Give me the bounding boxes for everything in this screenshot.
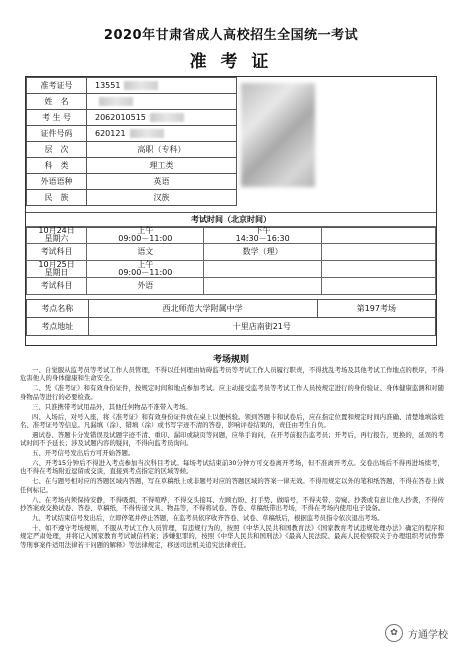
am-subject: 语文: [87, 244, 204, 261]
info-label: 外语语种: [27, 174, 87, 190]
am-slot: [87, 227, 204, 244]
empty-cell: [321, 244, 435, 261]
rule-item: 八、在考场内须保持安静，不得吸烟，不得喧哗，不得交头接耳、左顾右盼、打手势、做暗号，不得夹带、旁窥、抄袭或有意让他人抄袭，不得传抄答案或交换试卷、答卷、草稿纸，不得传递文具、物品等，不得将试卷、答卷、草稿纸带出考场，不得在考场内使用电子设备。: [20, 495, 444, 513]
venue-address: 十里店南街21号: [88, 318, 435, 336]
redaction-mark: [130, 129, 164, 138]
schedule-title: 考试时间（北京时间）: [26, 212, 436, 228]
info-row: [27, 190, 237, 206]
am-slot: [87, 261, 204, 278]
subject-category: 理工类: [87, 158, 237, 174]
am-subject: 外语: [87, 278, 204, 295]
document-subtitle: 准 考 证: [189, 52, 273, 72]
ticket-number: 13551: [95, 81, 121, 90]
brand-watermark: [385, 624, 448, 642]
rule-item: 十、如不遵守考场规则，不服从考试工作人员管理，有违规行为的，按照《中华人民共和国教育法》《国家教育考试违规处理办法》确定的程序和规定严肃处理，并将记入国家教育考试诚信档案；涉嫌犯罪的，按照《中华人民共和国刑法》《最高人民法院、最高人民检察院关于办理组织考试作弊等刑事案件适用法律若干问题的解释》等法律规定，移送司法机关追究法律责任。: [20, 523, 444, 549]
info-value: [87, 110, 237, 126]
rules-body: [20, 366, 444, 551]
info-table: [26, 77, 237, 206]
pm-time: 14:30－16:30: [235, 234, 290, 243]
pm-subject: [204, 278, 321, 295]
info-row: [27, 94, 237, 110]
education-level: 高职（专科）: [87, 142, 237, 158]
wechat-icon: ✿: [385, 624, 403, 642]
venue-label: 考点名称: [27, 300, 89, 318]
pm-slot: [204, 261, 321, 278]
rule-item: 九、考试结束信号发出后，立即停笔并停止答题，在监考员依序收齐答卷、试卷、草稿纸后，根据监考员指令依次退出考场。: [32, 514, 384, 522]
foreign-language: 英语: [87, 174, 237, 190]
info-label: 姓 名: [27, 94, 87, 110]
schedule-row: [27, 278, 436, 295]
brand-name: 方通学校: [408, 629, 448, 641]
info-row: [27, 78, 237, 94]
ethnicity: 汉族: [87, 190, 237, 206]
redaction-mark: [150, 113, 184, 122]
info-value: [87, 126, 237, 142]
rule-item: 五、开考信号发出后方可开始答题。: [32, 449, 135, 458]
info-row: [27, 142, 237, 158]
info-label: 民 族: [27, 190, 87, 206]
exam-date: [27, 227, 87, 244]
schedule-row: [27, 227, 436, 244]
rule-item: 二、凭《准考证》和有效身份证件，按规定时间和地点参加考试。应主动接受监考员等考试工作人员按规定进行的身份验证、身体健康监测和对随身物品等进行的必要检查。: [20, 384, 444, 401]
pm-label: 下午: [254, 226, 271, 235]
info-label: 层 次: [27, 142, 87, 158]
exam-date: [27, 261, 87, 278]
info-row: [27, 110, 237, 126]
rule-item: 四、入场后，对号入座，将《准考证》和有效身份证件放在桌上以便核验。领到答题卡和试卷后，应在指定位置和规定时间内准确、清楚地填涂姓名、准考证号等信息。凡漏填（涂）、错填（涂）或书写字迹不清的答卷，影响评卷结果的，责任由考生自负。: [20, 412, 444, 429]
date-text: 10月25日: [38, 260, 75, 269]
info-label: 考 生 号: [27, 110, 87, 126]
exam-room: 第197考场: [317, 300, 435, 318]
address-row: [27, 318, 436, 336]
info-value: [87, 94, 237, 110]
pm-subject: 数学（理）: [204, 244, 321, 261]
weekday-text: 星期六: [44, 234, 69, 243]
empty-cell: [321, 227, 435, 244]
info-label: 科 类: [27, 158, 87, 174]
am-time: 09:00－11:00: [118, 234, 173, 243]
candidate-photo: [241, 83, 315, 187]
pm-slot: [204, 227, 321, 244]
info-value: [87, 78, 237, 94]
info-row: [27, 174, 237, 190]
info-label: 证件号码: [27, 126, 87, 142]
subject-label: 考试科目: [27, 244, 87, 261]
venue-name: 西北师范大学附属中学: [88, 300, 317, 318]
rule-item: 三、只准携带考试用品外，其他任何物品不准带入考场。: [32, 402, 192, 411]
rules-title: 考场规则: [212, 355, 249, 365]
venue-row: [27, 300, 436, 318]
info-row: [27, 126, 237, 142]
id-number: 620121: [95, 129, 126, 138]
weekday-text: 星期日: [44, 268, 69, 277]
rule-item: 遇试卷、答题卡分发错误及试题字迹不清、重印、漏印或缺页等问题，应举手询问，在开考前报告监考员；开考后，再行报告，更换的，延误的考试时间不予延长；涉及试题内容的疑问，不得向监考员询问。: [20, 430, 444, 448]
empty-cell: [321, 278, 435, 295]
redaction-mark: [99, 97, 133, 106]
candidate-number: 2062010515: [95, 113, 146, 122]
redaction-mark: [124, 81, 158, 90]
am-label: 上午: [137, 260, 154, 269]
schedule-table: [26, 226, 436, 295]
date-text: 10月24日: [38, 226, 75, 235]
schedule-row: [27, 244, 436, 261]
am-time: 09:00－11:00: [118, 268, 173, 277]
document-title: 2020年甘肃省成人高校招生全国统一考试: [103, 28, 359, 43]
venue-table: [26, 299, 436, 336]
schedule-row: [27, 261, 436, 278]
address-label: 考点地址: [27, 318, 89, 336]
rule-item: 六、开考15分钟后不得进入考点参加当次科目考试。每场考试结束前30分钟方可交卷离开考场，但不准离开考点。交卷出场后不得再进场续考，也不得在考场附近逗留或交谈，直接到考点指定的区域等候。: [20, 459, 444, 476]
rule-item: 七、在与题号相对应的答题区域内答题，写在草稿纸上或非题号对应的答题区域的答案一律无效。不得用规定以外的笔和纸答题，不得在答卷上做任何标记。: [20, 477, 444, 494]
empty-cell: [321, 261, 435, 278]
subject-label: 考试科目: [27, 278, 87, 295]
am-label: 上午: [137, 226, 154, 235]
ticket-card: [25, 76, 437, 346]
info-label: 准考证号: [27, 78, 87, 94]
rule-item: 一、自觉服从监考员等考试工作人员管理，不得以任何理由妨碍监考员等考试工作人员履行职责，不得扰乱考场及其他考试工作地点的秩序，不得危害他人的身体健康和生命安全。: [20, 366, 444, 383]
info-row: [27, 158, 237, 174]
